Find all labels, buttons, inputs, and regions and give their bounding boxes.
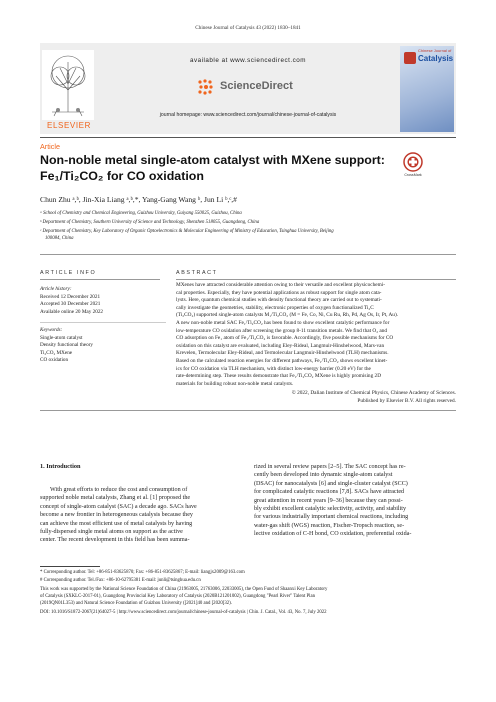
copyright-line-1: © 2022, Dalian Institute of Chemical Physics, Chinese Academy of Sciences.	[291, 390, 456, 396]
footnote-doi[interactable]: DOI: 10.1016/S1872-2067(21)64027-5 | http://www.sciencedirect.com/journal/chinese-journal-of-catalysis | Chin. J. Catal., Vol. 43, No. 7, July 2022	[40, 610, 327, 615]
article-title	[40, 152, 390, 184]
abstract-line: ics for CO oxidation via TLH mechanism, with distinct low-energy barrier (0.20 eV) for the	[176, 365, 371, 372]
abstract-line: CO adsorption on Fe₁ atom of Fe₁/Ti₂CO₂ is favorable. Accordingly, five possible mechanisms for CO	[176, 335, 394, 342]
article-history	[40, 286, 166, 316]
abstract-line: materials for building robust non-noble metal catalysts.	[176, 380, 294, 387]
affiliation-b: ᵇ Department of Chemistry, Southern University of Science and Technology, Shenzhen 518055, Guangdong, China	[40, 220, 260, 225]
crossmark-icon[interactable]	[402, 152, 424, 178]
body-line: for various industrially important chemical reactions, including	[254, 514, 409, 521]
abstract-rule	[176, 279, 456, 280]
body-line: water-gas shift (WGS) reaction, Fischer-Tropsch reaction, se-	[254, 522, 405, 529]
author-list: Chun Zhu ᵃ,ᵇ, Jin-Xia Liang ᵃ,ᵇ,*, Yang-Gang Wang ᵇ, Jun Li ᵇ,ᶜ,#	[40, 195, 237, 204]
info-rule	[40, 279, 160, 280]
body-line: supported noble metal catalysts, Zhang et al. [1] proposed the	[40, 495, 191, 502]
section-heading-introduction: 1. Introduction	[40, 463, 81, 470]
abstract-bottom-rule	[40, 410, 456, 411]
cover-emblem	[404, 52, 416, 64]
abstract-heading: ABSTRACT	[176, 270, 218, 276]
available-at: available at www.sciencedirect.com	[189, 57, 307, 64]
online-date: Available online 20 May 2022	[40, 308, 104, 315]
footnote-funding-3: (2019QN01L353) and Natural Science Foundation of Guizhou University ([2021]40 and [2020]32).	[40, 601, 232, 606]
publisher-name: ELSEVIER	[47, 121, 91, 130]
copyright-line-2: Published by Elsevier B.V. All rights reserved.	[357, 398, 456, 404]
footnote-funding-1: This work was supported by the National Science Foundation of China (21963005, 21763006, 22033005), the Open Fund of Shaanxi Key Laboratory	[40, 587, 328, 592]
keyword: CO oxidation	[40, 357, 69, 364]
abstract-body	[176, 282, 456, 388]
affiliation-c-cont: 100084, China	[45, 236, 74, 241]
journal-homepage[interactable]: journal homepage: www.sciencedirect.com/journal/chinese-journal-of-catalysis	[159, 112, 337, 118]
body-line: fully-dispersed single metal atoms on support as the active	[40, 529, 183, 536]
article-type: Article	[40, 142, 60, 151]
abstract-line: A new non-noble metal SAC Fe₁/Ti₂CO₂ has been found to show excellent catalytic performance for	[176, 319, 390, 326]
elsevier-tree-logo	[42, 50, 94, 120]
affiliation-c: ᶜ Department of Chemistry, Key Laboratory of Organic Optoelectronics & Molecular Engineering of Ministry of Education, Tsinghua University, Beijing	[40, 229, 334, 234]
cover-title: Catalysis	[418, 54, 454, 63]
journal-citation: Chinese Journal of Catalysis 43 (2022) 1830–1841	[195, 25, 301, 31]
history-label: Article history:	[40, 286, 72, 292]
body-line: bly exhibit excellent catalytic selectivity, activity, and stability	[254, 506, 407, 513]
body-line: (DSAC) for nanocatalysts [6] and single-cluster catalyst (SCC)	[254, 480, 408, 487]
body-line: center. The recent development in this field has been summa-	[40, 537, 190, 544]
body-line: for complicated catalytic reactions [7,8]. SACs have attracted	[254, 489, 405, 496]
abstract-line: cally investigate the geometries, stability, electronic properties of oxygen functionalized Ti₂C	[176, 304, 374, 311]
title-line-2: Fe₁/Ti₂CO₂ for CO oxidation	[40, 169, 204, 183]
body-column-right	[254, 463, 456, 539]
body-line: lective oxidation of C-H bond, CO oxidation, preferential oxida-	[254, 531, 412, 538]
footnote-corresponding-2: # Corresponding author. Tel./Fax: +86-10-62795381 E-mail: junli@tsinghua.edu.cn	[40, 578, 201, 583]
footnote-rule	[40, 566, 100, 567]
abstract-line: (Ti₂CO₂) supported single-atom catalysts M₁/Ti₂CO₂ (M = Fe, Co, Ni, Cu Ru, Rh, Pd, Ag Os, Ir, Pt, Au).	[176, 312, 399, 319]
body-line: become a new frontier in heterogeneous catalysis because they	[40, 512, 193, 519]
keyword: Ti₂CO₂ MXene	[40, 349, 73, 356]
body-line: great attention in recent years [9–36] because they can possi-	[254, 497, 403, 504]
body-line: rized in several review papers [2–5]. The SAC concept has re-	[254, 464, 406, 470]
article-info-heading: ARTICLE INFO	[40, 270, 97, 276]
abstract-line: low-temperature CO oxidation after screening the group 8-11 transition metals. We find that O₂ and	[176, 327, 388, 334]
body-line: can achieve the most efficient use of metal catalysts by having	[40, 520, 193, 527]
footnote-corresponding-1: * Corresponding author. Tel: +86-851-83625870; Fax: +86-851-83625867; E-mail: liangjx2009@163.com	[40, 570, 245, 575]
body-line: With great efforts to reduce the cost and consumption of	[50, 487, 188, 493]
abstract-line: cal properties. Especially, they have potential applications as robust support for single atom cata-	[176, 289, 382, 296]
footnote-funding-2: of Catalysis (SXKLC-2017-01), Guangdong Provincial Key Laboratory of Catalysis (2020B121201002), Guangdong "Pearl River" Talent Plan	[40, 594, 316, 599]
affiliation-a: ᵃ School of Chemistry and Chemical Engineering, Guizhou University, Guiyang 550025, Guizhou, China	[40, 211, 242, 216]
keywords-label: Keywords:	[40, 327, 63, 333]
title-line-1: Non-noble metal single-atom catalyst with MXene support:	[40, 153, 385, 167]
abstract-line: Based on the calculated reaction energies for different pathways, Fe₁/Ti₂CO₂ shows excellent kinet-	[176, 357, 388, 364]
header-rule	[40, 137, 456, 138]
received-date: Received 12 December 2021	[40, 293, 101, 300]
body-line: cently been developed into dynamic single-atom catalyst	[254, 472, 393, 479]
keyword: Density functional theory	[40, 342, 94, 349]
abstract-line: lysts. Here, quantum chemical studies with density functional theory are carried out to systemati-	[176, 297, 382, 304]
body-column-left	[40, 486, 242, 545]
body-line: concept of single-atom catalyst (SAC) a decade ago. SACs have	[40, 503, 197, 510]
accepted-date: Accepted 30 December 2021	[40, 301, 101, 308]
keyword: Single-atom catalyst	[40, 334, 83, 341]
abstract-line: rate-determining step. These results demonstrate that Fe₁/Ti₂CO₂ MXene is highly promising 2D	[176, 373, 382, 380]
abstract-line: MXenes have attracted considerable attention owing to their versatile and excellent physicochemi-	[176, 282, 386, 288]
cover-small-title: Chinese Journal of	[418, 48, 452, 53]
abstract-line: Krevelen, Termolecular Eley-Rideal, and Termolecular Langmuir-Hinshelwood (TLH) mechanisms.	[176, 350, 389, 357]
svg-text:CrossMark: CrossMark	[404, 173, 422, 177]
sciencedirect-icon	[196, 78, 216, 96]
divider-rule	[40, 254, 456, 255]
keywords-rule	[40, 322, 166, 323]
keywords	[40, 327, 166, 365]
abstract-line: oxidation on this catalyst are evaluated, including Eley-Rideal, Langmuir-Hinshelwood, Mars-van	[176, 342, 385, 349]
sciencedirect-wordmark: ScienceDirect	[220, 80, 293, 92]
